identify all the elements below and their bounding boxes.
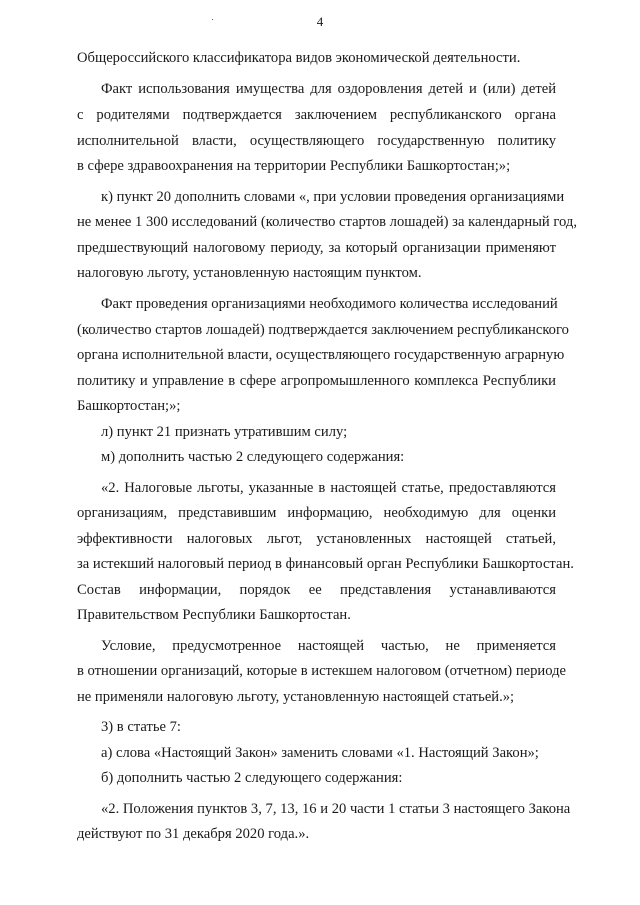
text-line: к) пункт 20 дополнить словами «, при условии проведения организациями: [101, 189, 565, 205]
text-line: Условие, предусмотренное настоящей частью, не применяется: [101, 638, 556, 654]
text-line: действуют по 31 декабря 2020 года.».: [77, 826, 310, 842]
text-line: в сфере здравоохранения на территории Республики Башкортостан;»;: [77, 158, 511, 174]
text-line: «2. Положения пунктов 3, 7, 13, 16 и 20 части 1 статьи 3 настоящего Закона: [101, 801, 571, 817]
text-line: Факт использования имущества для оздоровления детей и (или) детей: [101, 81, 556, 97]
text-line: предшествующий налоговому периоду, за который организации применяют: [77, 240, 556, 256]
text-line: а) слова «Настоящий Закон» заменить словами «1. Настоящий Закон»;: [101, 745, 539, 761]
text-line: с родителями подтверждается заключением республиканского органа: [77, 107, 556, 123]
text-line: не применяли налоговую льготу, установленную настоящей статьей.»;: [77, 689, 515, 705]
text-line: м) дополнить частью 2 следующего содержания:: [101, 449, 405, 465]
text-line: Правительством Республики Башкортостан.: [77, 607, 351, 623]
text-line: органа исполнительной власти, осуществляющего государственную аграрную: [77, 347, 565, 363]
text-line: за истекший налоговый период в финансовый орган Республики Башкортостан.: [77, 556, 574, 572]
page-number: 4: [316, 14, 324, 29]
text-line: Общероссийского классификатора видов экономической деятельности.: [77, 50, 521, 66]
text-line: Факт проведения организациями необходимого количества исследований: [101, 296, 558, 312]
text-line: л) пункт 21 признать утратившим силу;: [101, 424, 348, 440]
text-line: 3) в статье 7:: [101, 719, 181, 735]
text-line: Башкортостан;»;: [77, 398, 181, 414]
text-line: политику и управление в сфере агропромышленного комплекса Республики: [77, 373, 556, 389]
text-line: б) дополнить частью 2 следующего содержания:: [101, 770, 403, 786]
scan-artifact: [212, 19, 213, 20]
text-line: исполнительной власти, осуществляющего государственную политику: [77, 133, 556, 149]
text-line: Состав информации, порядок ее представления устанавливаются: [77, 582, 556, 598]
text-line: эффективности налоговых льгот, установленных настоящей статьей,: [77, 531, 556, 547]
text-line: организациям, представившим информацию, необходимую для оценки: [77, 505, 556, 521]
text-line: «2. Налоговые льготы, указанные в настоящей статье, предоставляются: [101, 480, 556, 496]
text-line: налоговую льготу, установленную настоящим пунктом.: [77, 265, 422, 281]
text-line: в отношении организаций, которые в истекшем налоговом (отчетном) периоде: [77, 663, 566, 679]
text-line: не менее 1 300 исследований (количество стартов лошадей) за календарный год,: [77, 214, 577, 230]
text-line: (количество стартов лошадей) подтверждается заключением республиканского: [77, 322, 569, 338]
